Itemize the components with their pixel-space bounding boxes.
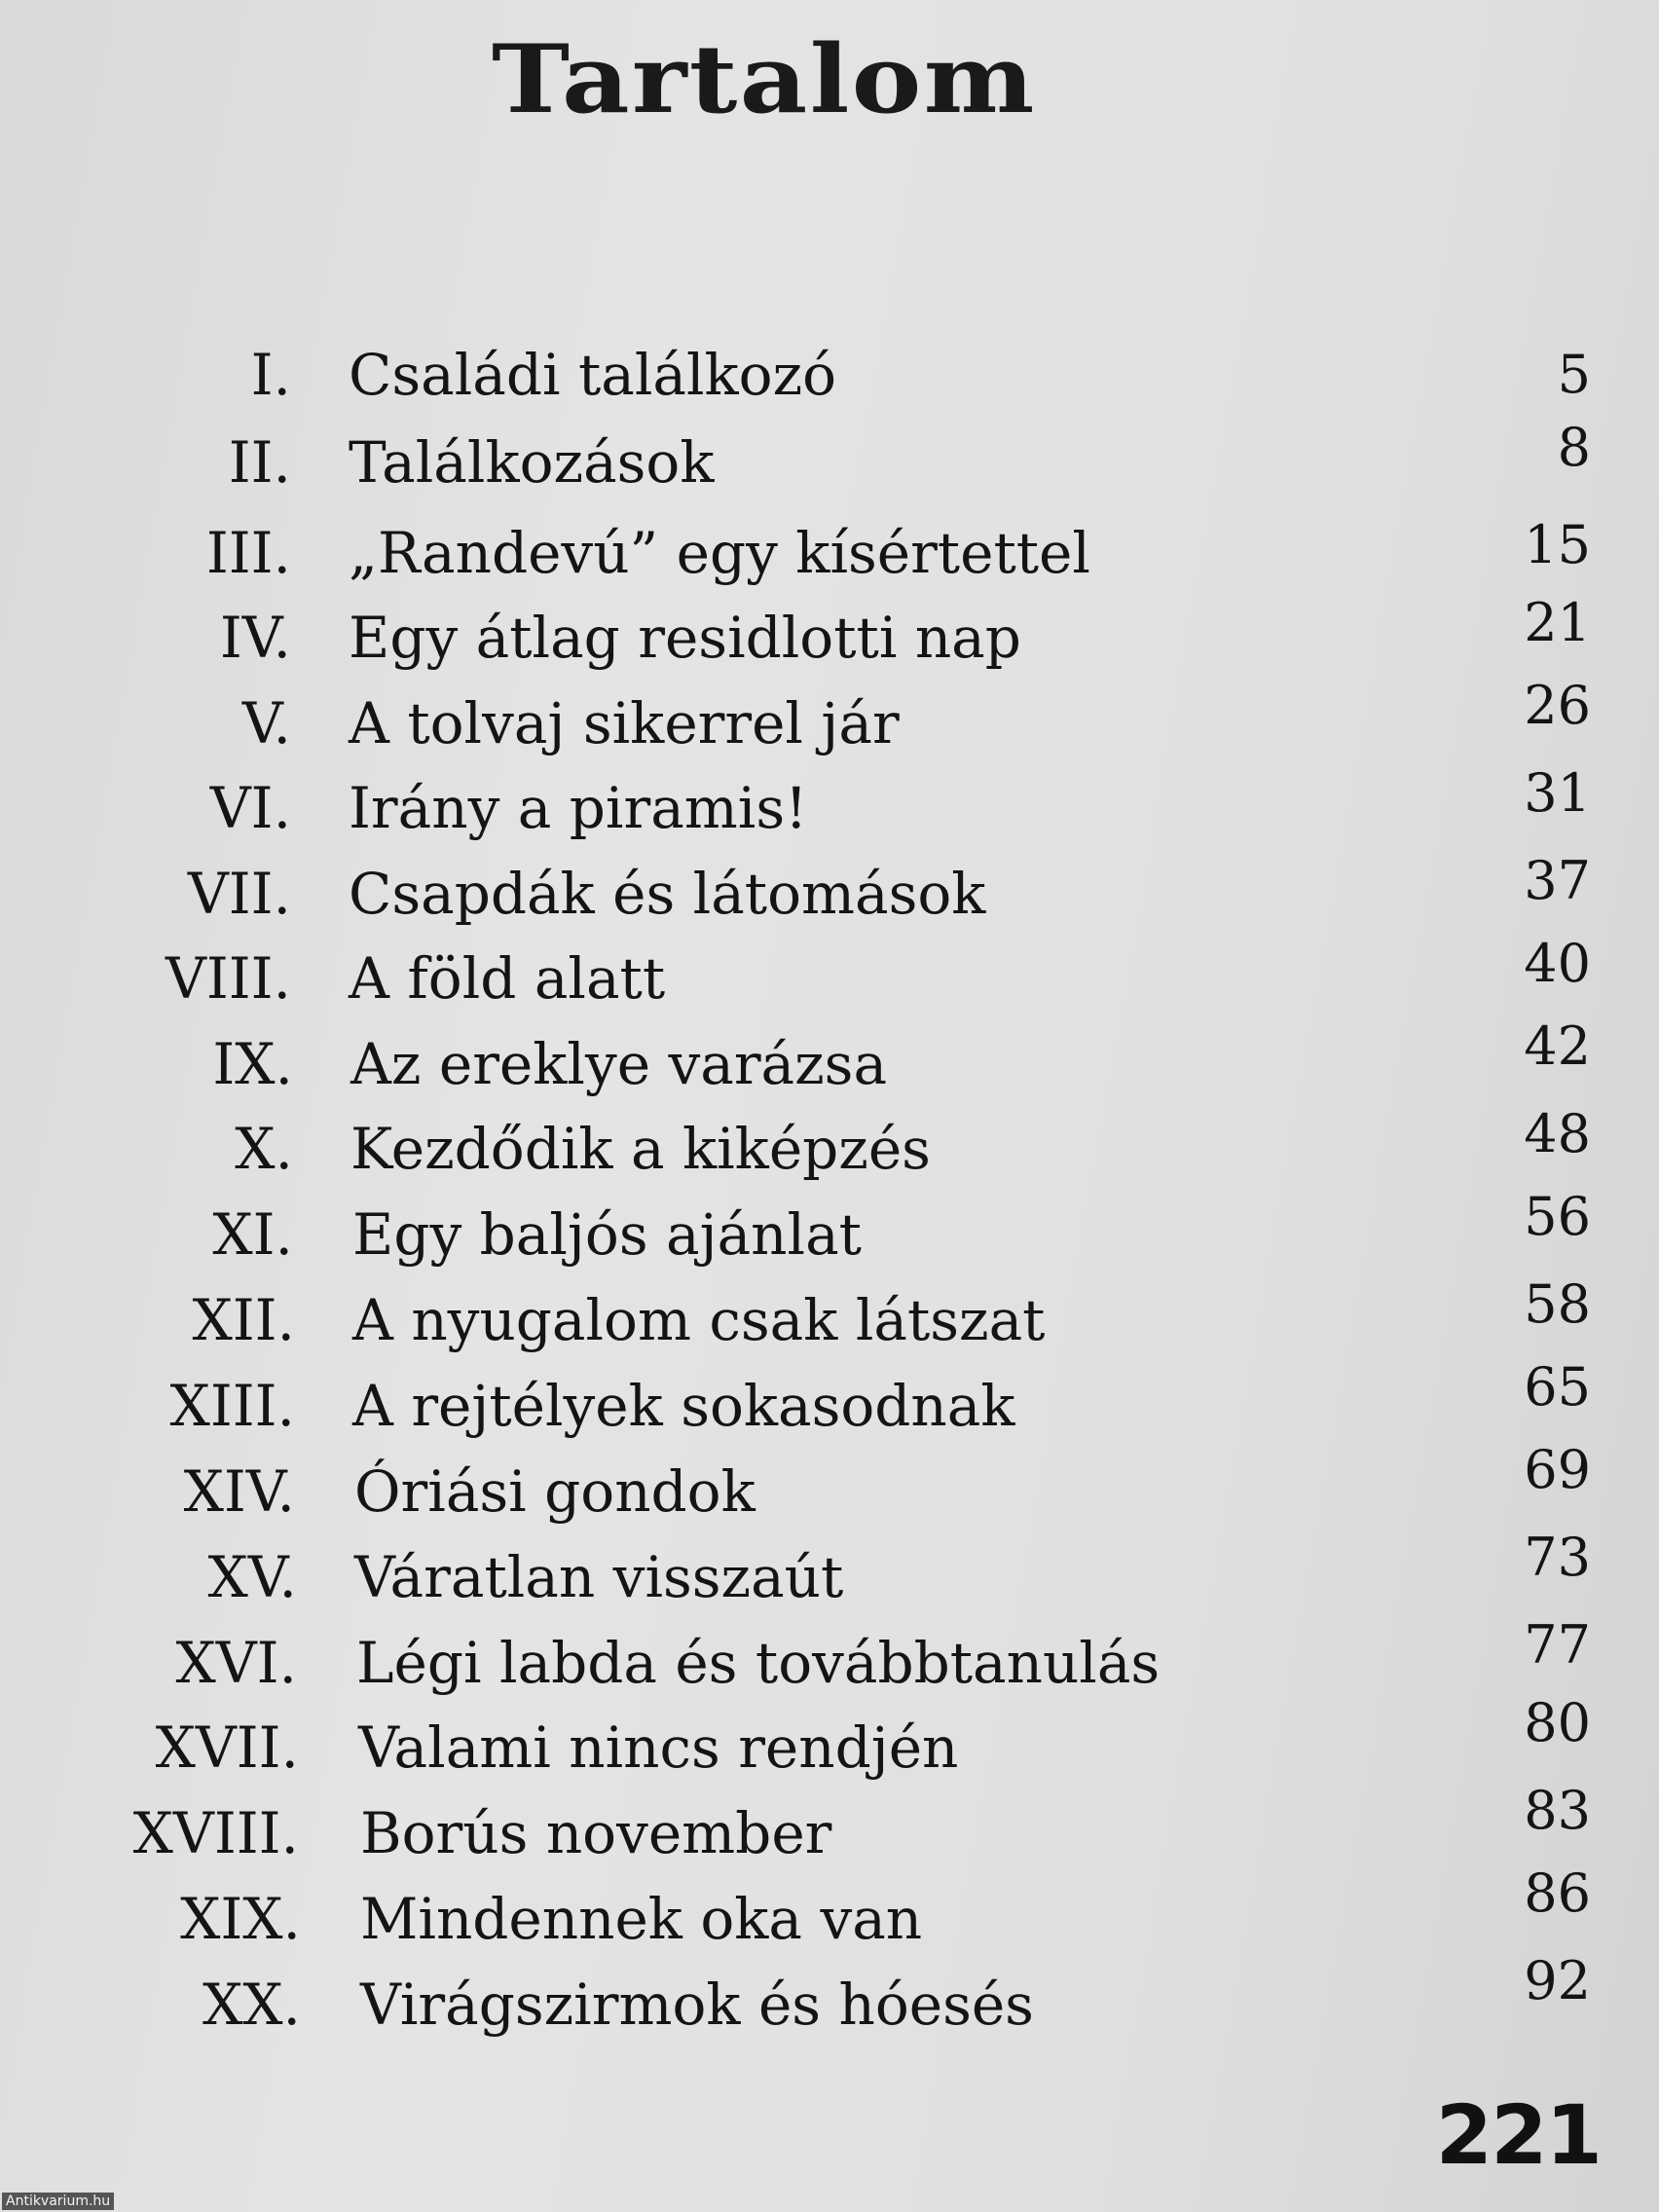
chapter-numeral: XVII.	[155, 1714, 299, 1781]
chapter-page-number: 31	[1524, 762, 1591, 824]
chapter-numeral: VIII.	[165, 945, 291, 1012]
toc-entry	[0, 1025, 1659, 1103]
chapter-page-number: 48	[1524, 1103, 1591, 1164]
chapter-title: Borús november	[360, 1800, 832, 1866]
chapter-numeral: VII.	[187, 861, 291, 927]
chapter-title: A föld alatt	[349, 945, 666, 1012]
chapter-title: Egy átlag residlotti nap	[349, 605, 1021, 671]
chapter-title: Az ereklye varázsa	[350, 1031, 888, 1097]
chapter-page-number: 69	[1524, 1439, 1591, 1500]
chapter-title: Virágszirmok és hóesés	[360, 1972, 1034, 2038]
chapter-page-number: 37	[1524, 850, 1591, 911]
chapter-numeral: XIII.	[169, 1373, 295, 1439]
chapter-page-number: 26	[1524, 675, 1591, 736]
toc-entry	[0, 424, 1659, 501]
page-folio-number: 221	[1435, 2087, 1601, 2183]
toc-entry	[0, 940, 1659, 1017]
toc-entry	[0, 1110, 1659, 1188]
chapter-numeral: XVI.	[175, 1630, 297, 1696]
chapter-numeral: XIX.	[180, 1886, 301, 1952]
chapter-page-number: 86	[1524, 1862, 1591, 1924]
chapter-title: A tolvaj sikerrel jár	[349, 690, 900, 756]
toc-entry	[0, 1367, 1659, 1445]
chapter-title: Csapdák és látomások	[349, 861, 986, 927]
chapter-numeral: VI.	[209, 775, 291, 841]
chapter-numeral: XI.	[212, 1201, 293, 1268]
toc-entry	[0, 855, 1659, 933]
chapter-title: Mindennek oka van	[360, 1886, 923, 1952]
chapter-numeral: IV.	[219, 605, 291, 671]
chapter-page-number: 58	[1524, 1273, 1591, 1335]
toc-entry	[0, 684, 1659, 762]
chapter-page-number: 56	[1524, 1186, 1591, 1247]
toc-entry	[0, 769, 1659, 847]
chapter-page-number: 5	[1557, 344, 1591, 405]
chapter-numeral: XIV.	[183, 1458, 295, 1525]
chapter-title: Irány a piramis!	[349, 775, 808, 841]
chapter-numeral: XV.	[207, 1544, 297, 1610]
chapter-page-number: 77	[1524, 1614, 1591, 1676]
chapter-title: Egy baljós ajánlat	[352, 1201, 862, 1268]
chapter-page-number: 42	[1524, 1015, 1591, 1077]
chapter-page-number: 21	[1524, 592, 1591, 653]
chapter-title: Kezdődik a kiképzés	[350, 1116, 931, 1182]
toc-entry	[0, 514, 1659, 592]
chapter-page-number: 92	[1524, 1950, 1591, 2011]
toc-entry	[0, 1624, 1659, 1702]
chapter-numeral: XX.	[202, 1972, 301, 2038]
toc-entry	[0, 1880, 1659, 1958]
chapter-numeral: XII.	[192, 1287, 295, 1353]
chapter-numeral: X.	[235, 1116, 293, 1182]
toc-entry	[0, 1196, 1659, 1273]
chapter-page-number: 73	[1524, 1527, 1591, 1588]
chapter-title: Valami nincs rendjén	[358, 1714, 959, 1781]
toc-entry	[0, 599, 1659, 677]
chapter-page-number: 65	[1524, 1356, 1591, 1418]
chapter-title: Légi labda és továbbtanulás	[356, 1630, 1161, 1696]
chapter-numeral: III.	[205, 520, 291, 586]
toc-entry	[0, 1281, 1659, 1359]
page-title: Tartalom	[492, 24, 1037, 134]
chapter-title: Váratlan visszaút	[354, 1544, 844, 1610]
chapter-title: Találkozások	[349, 429, 715, 496]
toc-entry	[0, 1538, 1659, 1616]
toc-entry	[0, 1794, 1659, 1872]
chapter-title: A nyugalom csak látszat	[352, 1287, 1046, 1353]
chapter-numeral: XVIII.	[132, 1800, 299, 1866]
toc-entry	[0, 1453, 1659, 1530]
toc-entry	[0, 1966, 1659, 2044]
chapter-page-number: 83	[1524, 1780, 1591, 1841]
chapter-title: A rejtélyek sokasodnak	[352, 1373, 1015, 1439]
chapter-page-number: 15	[1524, 514, 1591, 575]
chapter-numeral: V.	[241, 690, 291, 756]
chapter-numeral: II.	[228, 429, 291, 496]
toc-entry	[0, 336, 1659, 414]
chapter-numeral: I.	[250, 342, 291, 408]
chapter-title: Családi találkozó	[349, 342, 837, 408]
chapter-title: „Randevú” egy kísértettel	[349, 520, 1090, 586]
chapter-page-number: 40	[1524, 933, 1591, 994]
chapter-page-number: 8	[1557, 417, 1591, 478]
watermark: Antikvarium.hu	[2, 2193, 114, 2210]
chapter-title: Óriási gondok	[354, 1458, 756, 1525]
chapter-numeral: IX.	[212, 1031, 293, 1097]
toc-entry	[0, 1709, 1659, 1787]
chapter-page-number: 80	[1524, 1692, 1591, 1753]
